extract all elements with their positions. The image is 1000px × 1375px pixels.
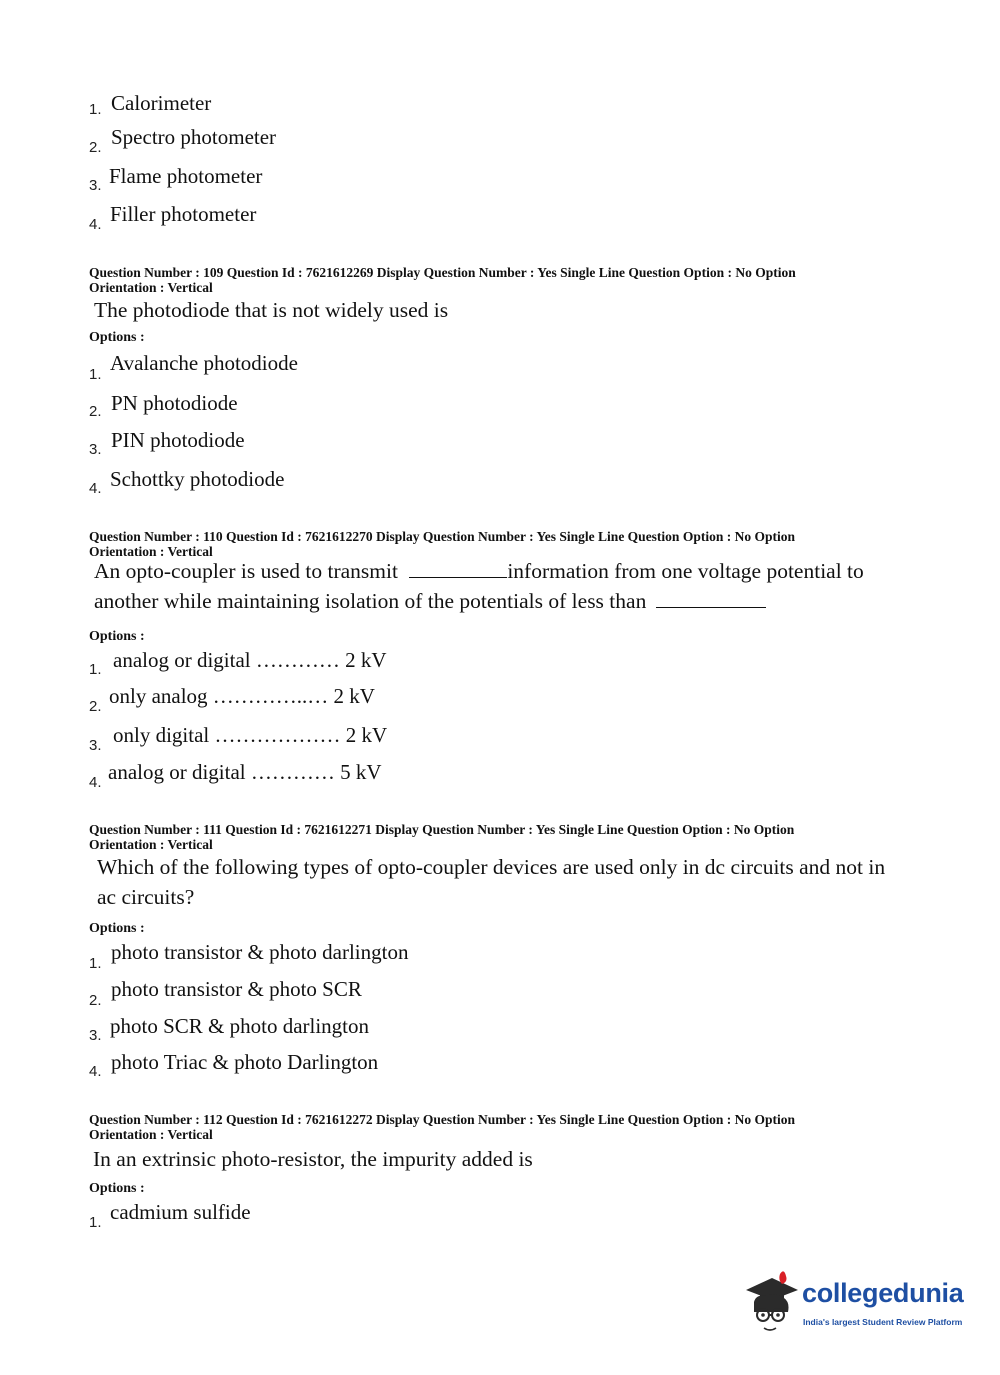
mascot-icon xyxy=(740,1268,802,1338)
question-meta-line: Question Number : 110 Question Id : 7621612270 Display Question Number : Yes Single Line Question Option : No Option xyxy=(89,529,795,544)
option-text: Avalanche photodiode xyxy=(110,351,298,375)
option-number: 4. xyxy=(89,1063,102,1080)
question-meta-line: Question Number : 109 Question Id : 7621612269 Display Question Number : Yes Single Line Question Option : No Option xyxy=(89,265,796,280)
question-meta xyxy=(89,265,796,295)
option-number: 3. xyxy=(89,441,102,458)
option-text: photo SCR & photo darlington xyxy=(110,1014,370,1038)
question-meta-line: Orientation : Vertical xyxy=(89,280,213,295)
options-label: Options : xyxy=(89,1181,145,1196)
prev-option-3: Flame photometer xyxy=(109,164,263,188)
question-text-part: information from one voltage potential to xyxy=(507,559,864,583)
question-meta xyxy=(89,822,794,852)
option-number: 2. xyxy=(89,698,102,715)
options-label: Options : xyxy=(89,330,145,345)
answer-blank xyxy=(409,560,507,578)
prev-option-4: Filler photometer xyxy=(110,202,257,226)
option-number: 3. xyxy=(89,737,102,754)
question-meta-line: Question Number : 112 Question Id : 7621612272 Display Question Number : Yes Single Line Question Option : No Option xyxy=(89,1112,795,1127)
question-meta-line: Orientation : Vertical xyxy=(89,544,213,559)
option-text: photo transistor & photo SCR xyxy=(111,977,362,1001)
collegedunia-logo xyxy=(740,1268,970,1340)
option-number: 3. xyxy=(89,177,102,194)
question-meta-line: Orientation : Vertical xyxy=(89,1127,213,1142)
question-text-part: An opto-coupler is used to transmit xyxy=(94,559,398,583)
option-text: only digital ……………… 2 kV xyxy=(113,723,388,747)
option-number: 1. xyxy=(89,366,102,383)
option-text: analog or digital ………… 2 kV xyxy=(113,648,387,672)
prev-option-1: Calorimeter xyxy=(111,91,212,115)
question-text: The photodiode that is not widely used is xyxy=(94,298,449,322)
option-text: only analog …………..… 2 kV xyxy=(109,684,375,708)
option-number: 2. xyxy=(89,139,102,156)
option-number: 2. xyxy=(89,403,102,420)
question-meta xyxy=(89,1112,795,1142)
options-label: Options : xyxy=(89,629,145,644)
question-meta xyxy=(89,529,795,559)
option-number: 1. xyxy=(89,101,102,118)
question-meta-line: Orientation : Vertical xyxy=(89,837,213,852)
option-number: 4. xyxy=(89,216,102,233)
option-number: 4. xyxy=(89,480,102,497)
question-text-line: ac circuits? xyxy=(97,885,195,909)
question-meta-line: Question Number : 111 Question Id : 7621612271 Display Question Number : Yes Single Line Question Option : No Option xyxy=(89,822,795,837)
option-text: photo transistor & photo darlington xyxy=(111,940,409,964)
options-label: Options : xyxy=(89,921,145,936)
option-text: PIN photodiode xyxy=(111,428,245,452)
question-text-part: another while maintaining isolation of the potentials of less than xyxy=(94,589,647,613)
logo-wordmark: collegedunia xyxy=(802,1278,964,1308)
option-text: analog or digital ………… 5 kV xyxy=(108,760,382,784)
option-number: 2. xyxy=(89,992,102,1009)
prev-option-2: Spectro photometer xyxy=(111,125,277,149)
option-number: 3. xyxy=(89,1027,102,1044)
question-text-line xyxy=(94,589,766,614)
option-number: 1. xyxy=(89,661,102,678)
option-text: PN photodiode xyxy=(111,391,238,415)
option-number: 1. xyxy=(89,1214,102,1231)
option-number: 4. xyxy=(89,774,102,791)
option-text: cadmium sulfide xyxy=(110,1200,251,1224)
option-text: photo Triac & photo Darlington xyxy=(111,1050,379,1074)
logo-tagline: India's largest Student Review Platform xyxy=(803,1317,963,1327)
answer-blank xyxy=(656,590,766,608)
option-number: 1. xyxy=(89,955,102,972)
option-text: Schottky photodiode xyxy=(110,467,285,491)
question-text-line xyxy=(94,559,864,584)
question-text: In an extrinsic photo-resistor, the impurity added is xyxy=(93,1147,533,1171)
question-text-line: Which of the following types of opto-coupler devices are used only in dc circuits and not in xyxy=(97,855,886,879)
